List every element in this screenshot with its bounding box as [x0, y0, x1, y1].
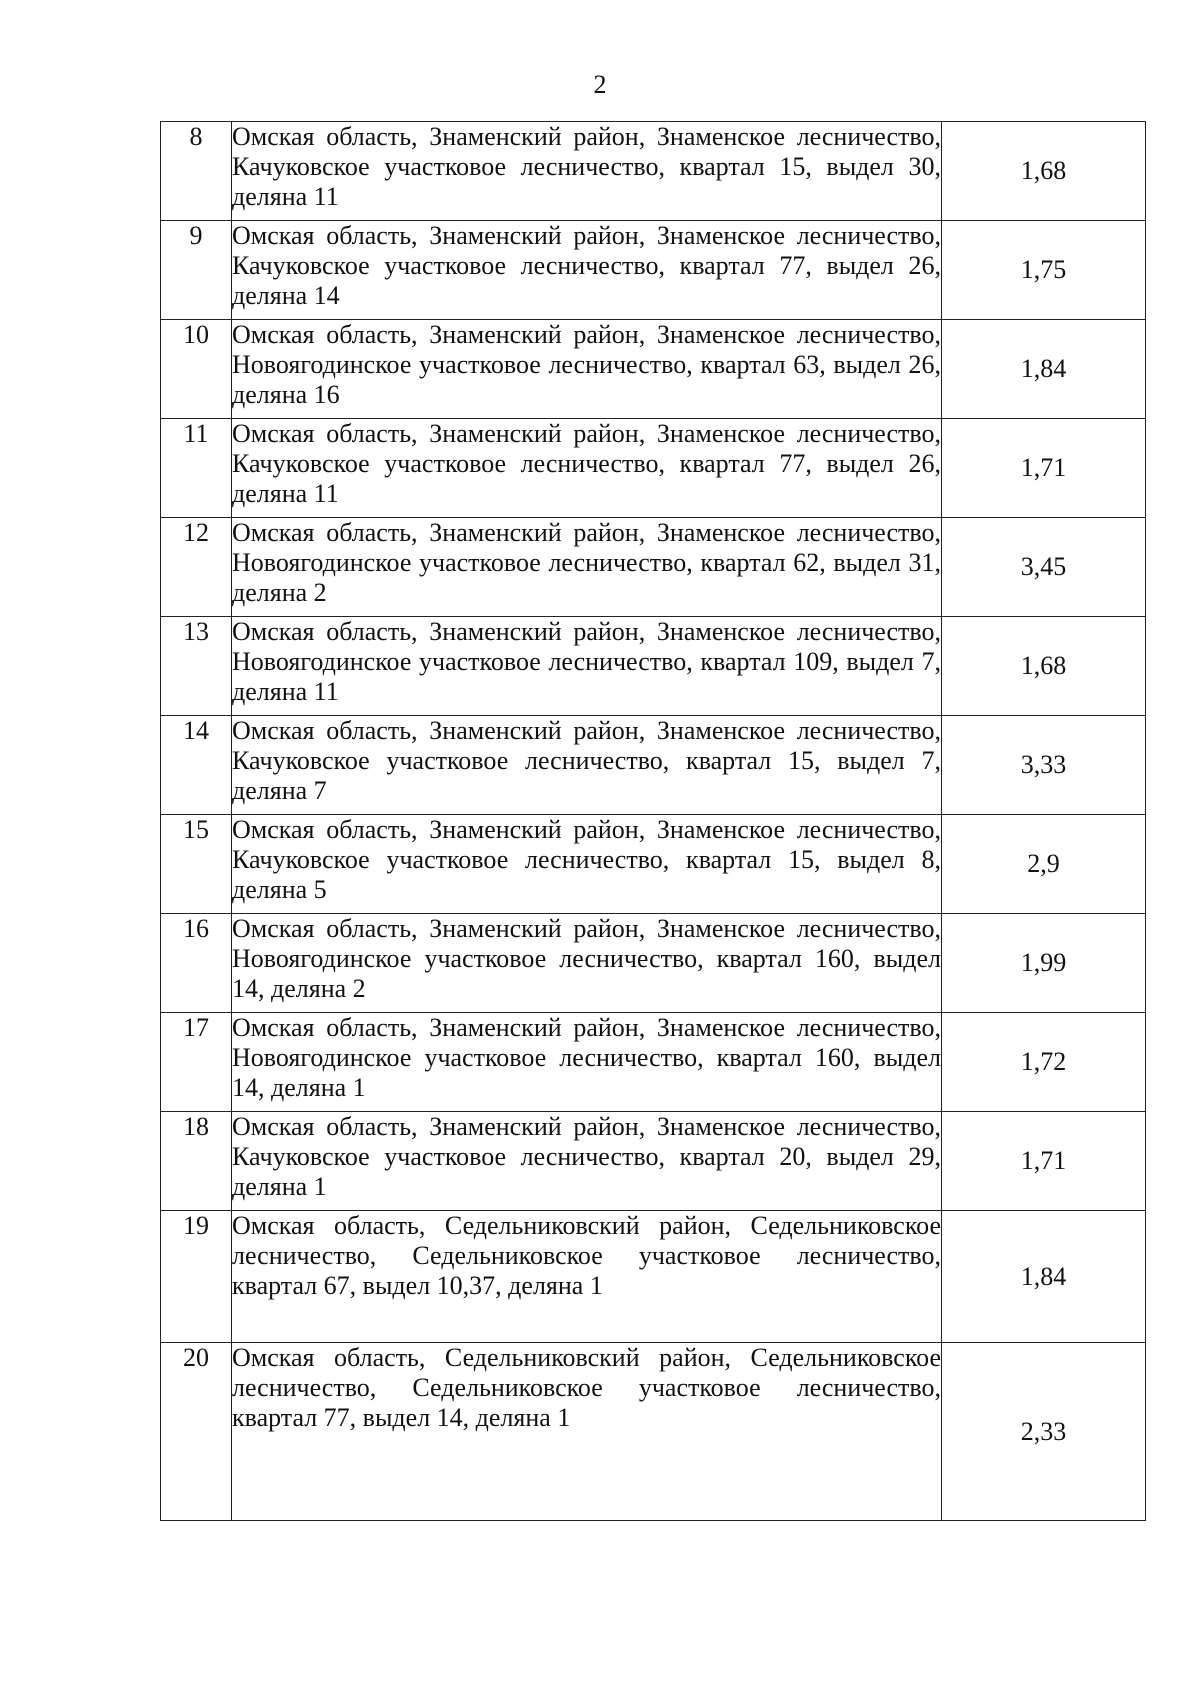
plot-area: 1,84 [942, 1211, 1146, 1343]
row-number: 8 [161, 122, 232, 221]
plot-address: Омская область, Знаменский район, Знаменское лесничество, Качуковское участковое лесничество, квартал 15, выдел 30, деляна 11 [232, 122, 942, 221]
row-number: 14 [161, 716, 232, 815]
plot-area: 1,75 [942, 221, 1146, 320]
table-row [161, 716, 1146, 815]
row-number: 20 [161, 1343, 232, 1521]
plot-area: 1,68 [942, 122, 1146, 221]
plot-address: Омская область, Знаменский район, Знаменское лесничество, Качуковское участковое лесничество, квартал 15, выдел 7, деляна 7 [232, 716, 942, 815]
table-row [161, 221, 1146, 320]
plot-area: 1,72 [942, 1013, 1146, 1112]
plot-address: Омская область, Знаменский район, Знаменское лесничество, Новоягодинское участковое лесничество, квартал 160, выдел 14, деляна 2 [232, 914, 942, 1013]
table-row [161, 1112, 1146, 1211]
row-number: 16 [161, 914, 232, 1013]
table-row [161, 518, 1146, 617]
row-number: 10 [161, 320, 232, 419]
table-row [161, 320, 1146, 419]
table-row [161, 914, 1146, 1013]
plot-address: Омская область, Знаменский район, Знаменское лесничество, Качуковское участковое лесничество, квартал 77, выдел 26, деляна 14 [232, 221, 942, 320]
table-row [161, 1211, 1146, 1343]
plot-address: Омская область, Знаменский район, Знаменское лесничество, Новоягодинское участковое лесничество, квартал 63, выдел 26, деляна 16 [232, 320, 942, 419]
plot-area: 1,99 [942, 914, 1146, 1013]
plot-area: 2,33 [942, 1343, 1146, 1521]
row-number: 12 [161, 518, 232, 617]
row-number: 18 [161, 1112, 232, 1211]
table-row [161, 1343, 1146, 1521]
plot-area: 1,71 [942, 419, 1146, 518]
plot-address: Омская область, Знаменский район, Знаменское лесничество, Новоягодинское участковое лесничество, квартал 109, выдел 7, деляна 11 [232, 617, 942, 716]
forest-plots-table [160, 121, 1146, 1521]
plot-address: Омская область, Седельниковский район, Седельниковское лесничество, Седельниковское участковое лесничество, квартал 77, выдел 14, деляна 1 [232, 1343, 942, 1521]
plot-area: 1,71 [942, 1112, 1146, 1211]
page-number: 2 [593, 70, 607, 99]
plot-address: Омская область, Знаменский район, Знаменское лесничество, Новоягодинское участковое лесничество, квартал 160, выдел 14, деляна 1 [232, 1013, 942, 1112]
plot-area: 3,45 [942, 518, 1146, 617]
plot-address: Омская область, Знаменский район, Знаменское лесничество, Качуковское участковое лесничество, квартал 15, выдел 8, деляна 5 [232, 815, 942, 914]
plot-address: Омская область, Седельниковский район, Седельниковское лесничество, Седельниковское участковое лесничество, квартал 67, выдел 10,37, деляна 1 [232, 1211, 942, 1343]
row-number: 19 [161, 1211, 232, 1343]
table-row [161, 617, 1146, 716]
plot-area: 2,9 [942, 815, 1146, 914]
row-number: 9 [161, 221, 232, 320]
table-row [161, 815, 1146, 914]
plot-address: Омская область, Знаменский район, Знаменское лесничество, Качуковское участковое лесничество, квартал 20, выдел 29, деляна 1 [232, 1112, 942, 1211]
plot-address: Омская область, Знаменский район, Знаменское лесничество, Новоягодинское участковое лесничество, квартал 62, выдел 31, деляна 2 [232, 518, 942, 617]
plot-address: Омская область, Знаменский район, Знаменское лесничество, Качуковское участковое лесничество, квартал 77, выдел 26, деляна 11 [232, 419, 942, 518]
plot-area: 1,68 [942, 617, 1146, 716]
table-row [161, 122, 1146, 221]
row-number: 13 [161, 617, 232, 716]
table-row [161, 419, 1146, 518]
plot-area: 3,33 [942, 716, 1146, 815]
row-number: 11 [161, 419, 232, 518]
table-row [161, 1013, 1146, 1112]
plot-area: 1,84 [942, 320, 1146, 419]
row-number: 17 [161, 1013, 232, 1112]
row-number: 15 [161, 815, 232, 914]
